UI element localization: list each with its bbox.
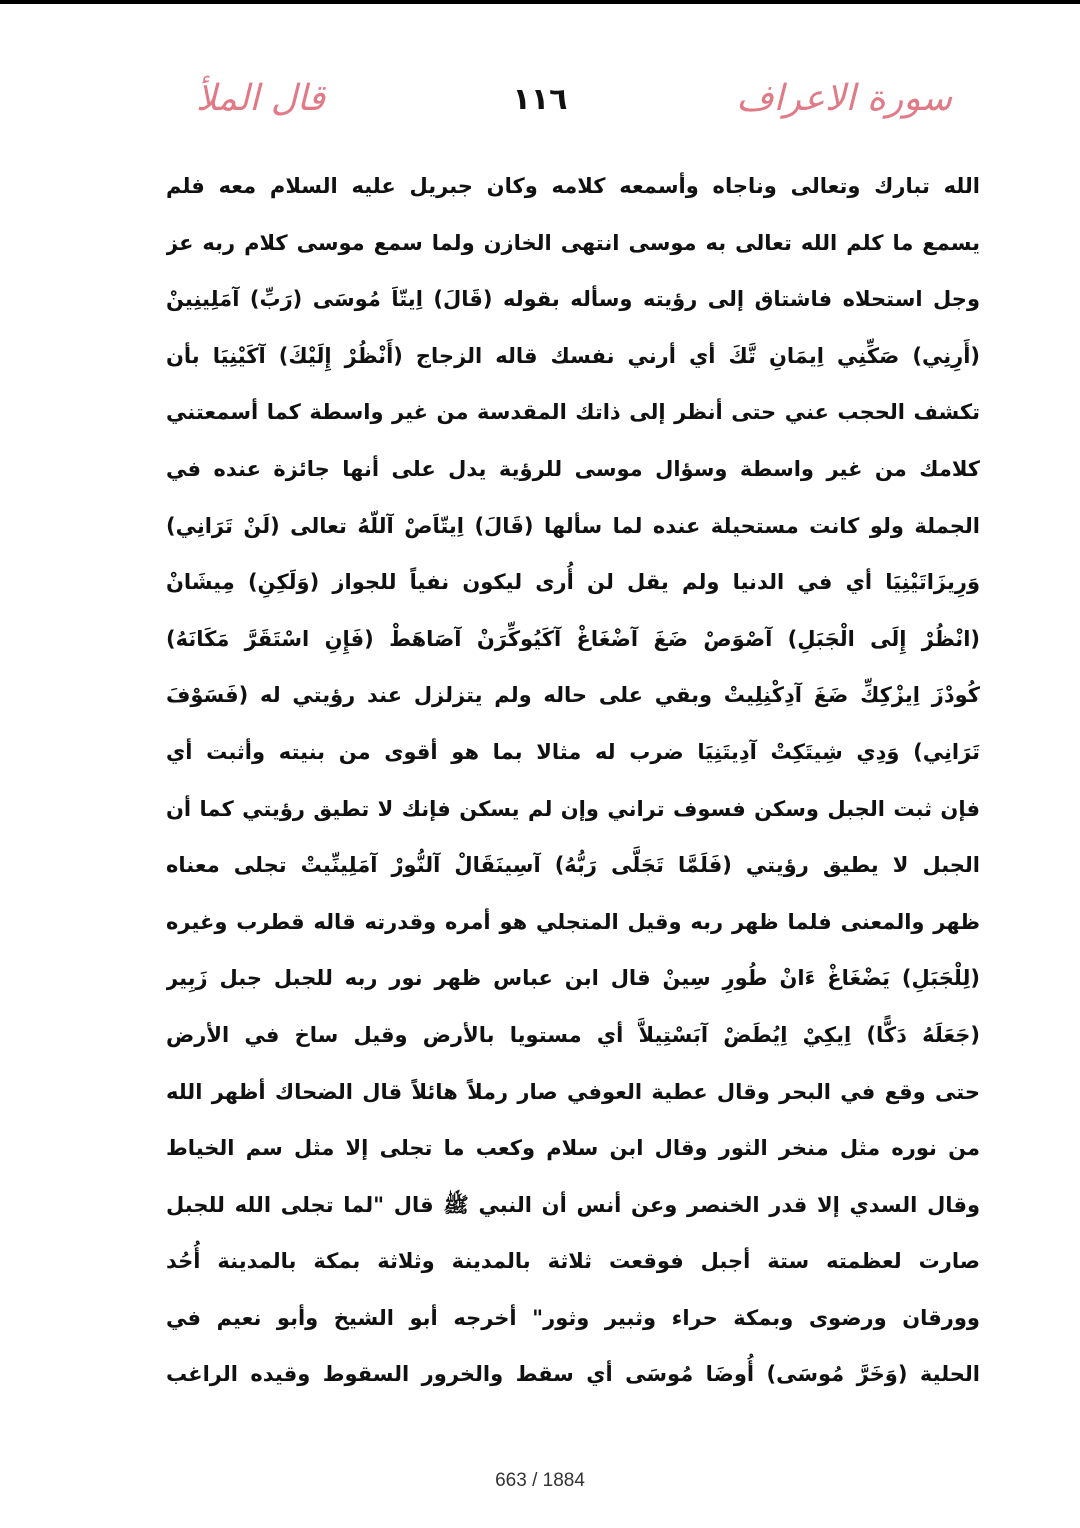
text-line: يسمع ما كلم الله تعالى به موسى انتهى الخازن ولما سمع موسى كلام ربه عز [166,230,980,255]
text-line: حتى وقع في البحر وقال عطية العوفي صار رملاً هائلاً قال الضحاك أظهر الله [166,1079,980,1104]
text-line: الحلية (وَخَرَّ مُوسَى) أُوضَا مُوسَى أي سقط والخرور السقوط وقيده الراغب [166,1362,980,1387]
text-line: (أَرِنِي) صَكِّنِي اِيمَانِ تَّكَ أي أرني نفسك قاله الزجاج (أَنْظُرْ إِلَيْكَ) آكَيْنِيَا بأن [166,343,980,368]
text-line: الله تبارك وتعالى وناجاه وأسمعه كلامه وكان جبريل عليه السلام معه فلم [166,174,980,198]
text-line: وَرِيزَاتَيْنِيَا أي في الدنيا ولم يقل لن أُرى ليكون نفياً للجواز (وَلَكِنِ) مِيشَانْ [166,570,980,595]
page-number: ١١٦ [512,82,568,117]
top-border-rule [0,0,1080,4]
text-line: كُودْزَ اِيزْكِكِّ ضَغَ آدِكْنِلِيتْ وبقي على حاله ولم يتزلزل عند رؤيتي له (فَسَوْفَ [166,683,980,708]
text-line: الجبل لا يطيق رؤيتي (فَلَمَّا تَجَلَّى رَبُّهُ) آسِينَقَالْ آلنُّورْ آمَلِينِّيتْ تجلى معناه [166,853,980,878]
text-line: كلامك من غير واسطة وسؤال موسى للرؤية يدل على أنها جائزة عنده في [166,456,980,481]
text-line: وورقان ورضوى وبمكة حراء وثبير وثور" أخرجه أبو الشيخ وأبو نعيم في [166,1305,980,1330]
text-line: وجل استحلاه فاشتاق إلى رؤيته وسأله بقوله (قَالَ) اِيتّاَ مُوسَى (رَبِّ) آمَلِينِينْ [166,287,980,312]
body-text [166,158,980,1403]
text-line: تَرَانِي) وَدِي شِيتَكِتْ آدِيتَنِيَا ضرب له مثالا بما هو أقوى من بنيته وأثبت أي [166,739,980,764]
text-line: تكشف الحجب عني حتى أنظر إلى ذاتك المقدسة من غير واسطة كما أسمعتني [166,400,980,425]
text-line: فإن ثبت الجبل وسكن فسوف تراني وإن لم يسكن فإنك لا تطيق رؤيتي كما أن [166,796,980,821]
text-line: وقال السدي إلا قدر الخنصر وعن أنس أن النبي ﷺ قال "لما تجلى الله للجبل [166,1192,980,1217]
text-line: (جَعَلَهُ دَكًّا) اِيكِيْ اِيُطَضْ آبَسْتِيلاَّ أي مستويا بالأرض وقيل ساخ في الأرض [166,1022,980,1047]
text-line: صارت لعظمته ستة أجبل فوقعت ثلاثة بالمدينة وثلاثة بمكة بالمدينة أُحُد [166,1249,980,1274]
text-line: (لِلْجَبَلِ) يَضْغَاغْ ءَانْ طُورِ سِينْ قال ابن عباس ظهر نور ربه للجبل جبل زَبِير [166,966,980,991]
text-line: من نوره مثل منخر الثور وقال ابن سلام وكعب ما تجلى إلا مثل سم الخياط [166,1136,980,1161]
handwritten-annotation-left: قال الملأ [196,78,326,119]
page-indicator: 663 / 1884 [495,1470,585,1491]
text-line: (انْظُرْ إِلَى الْجَبَلِ) آصْوَصْ ضَغَ آضْغَاغْ آكَيُوكِّرَنْ آصَاهَطْ (فَإِنِ اسْتَقَرَّ مَكَانَهُ) [166,626,980,651]
handwritten-annotation-right: سورة الاعراف [736,78,952,119]
text-line: ظهر والمعنى فلما ظهر ربه وقيل المتجلي هو أمره وقدرته قاله قطرب وغيره [166,909,980,934]
text-line: الجملة ولو كانت مستحيلة عنده لما سألها (قَالَ) اِيتّاَصْ آللّهُ تعالى (لَنْ تَرَانِي) [166,513,980,538]
